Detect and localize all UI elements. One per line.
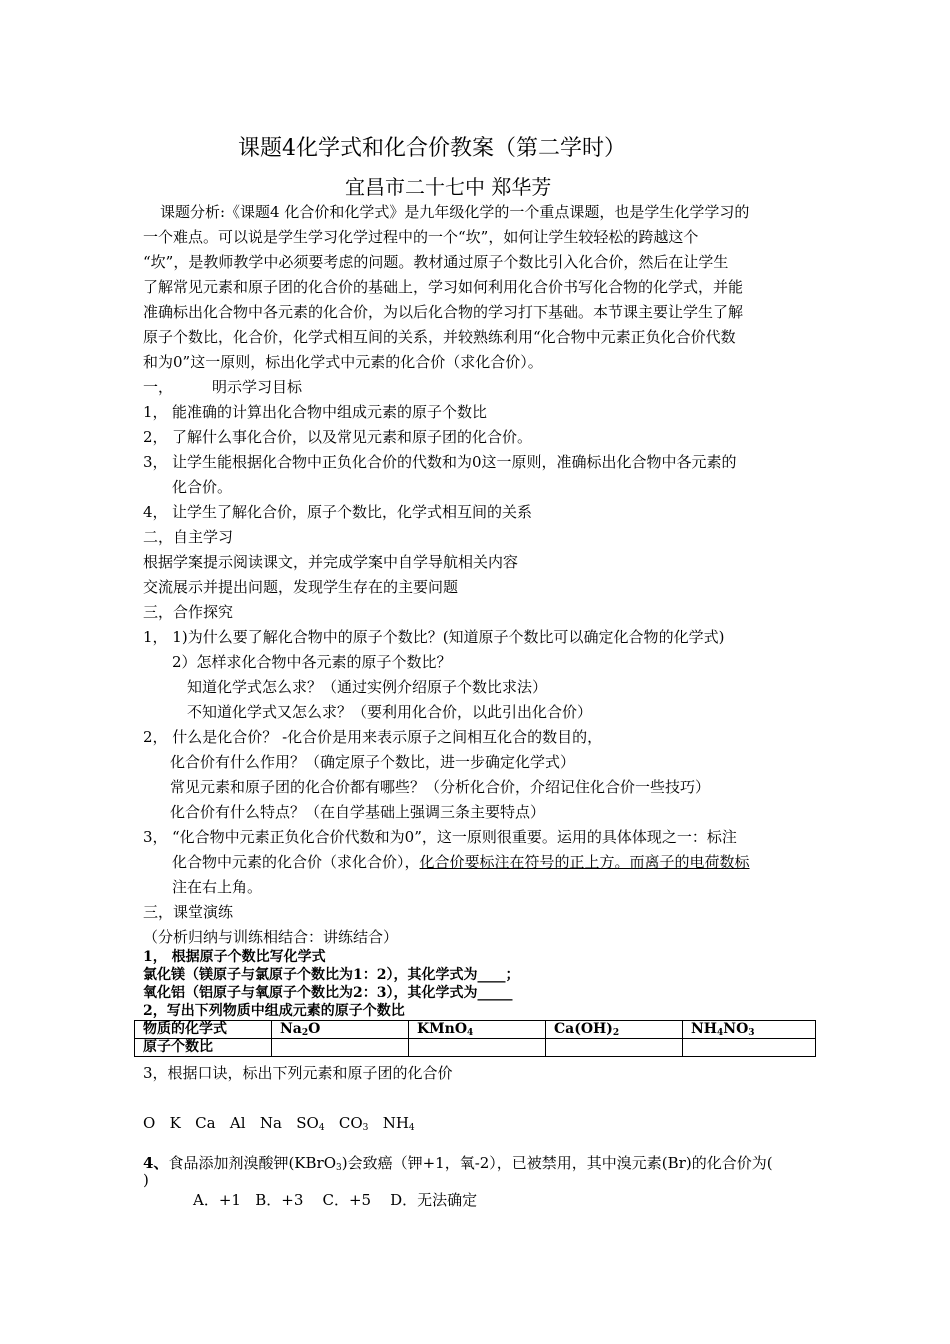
body-line: （分析归纳与训练相结合：讲练结合） [143,928,399,946]
page-title: 课题4化学式和化合价教案（第二学时） [238,136,626,161]
item-number: 3， [143,828,168,846]
table-cell-answer[interactable] [272,1039,409,1057]
symbol-item: K [169,1114,181,1132]
table-header-cell: 物质的化学式 [135,1021,272,1039]
goal-number: 1， [143,403,168,421]
goal-text: 化合价。 [172,478,233,496]
section-number: 一， [143,378,174,396]
option-d[interactable]: D．无法确定 [390,1191,478,1209]
symbol-item: Ca [195,1114,216,1132]
symbol-list [143,1113,415,1133]
option-a[interactable]: A．+1 [193,1191,241,1209]
analysis-line: 课题分析:《课题4 化合价和化学式》是九年级化学的一个重点课题，也是学生化学学习的 [160,203,750,221]
table-cell-answer[interactable] [546,1039,683,1057]
option-c[interactable]: C．+5 [322,1191,372,1209]
analysis-line: 原子个数比，化合价，化学式相互间的关系，并较熟练利用“化合物中元素正负化合价代数 [143,328,736,346]
table-cell-answer[interactable] [683,1039,816,1057]
body-line: 常见元素和原子团的化合价都有哪些？（分析化合价，介绍记住化合价一些技巧） [170,778,711,796]
goal-number: 4， [143,503,168,521]
table-row [135,1039,816,1057]
author-line: 宜昌市二十七中 郑华芳 [345,175,552,199]
body-line: 1， 1)为什么要了解化合物中的原子个数比？(知道原子个数比可以确定化合物的化学式) [143,628,725,646]
body-line: 化合价有什么作用？（确定原子个数比，进一步确定化学式） [170,753,576,771]
body-line: “化合物中元素正负化合价代数和为0”，这一原则很重要。运用的具体体现之一：标注 [172,828,737,846]
analysis-line: 和为0”这一原则，标出化学式中元素的化合价（求化合价）。 [143,353,543,371]
question-heading: 1， 根据原子个数比写化学式 [143,949,326,965]
table-cell-formula: KMnO$_4$ [409,1021,546,1039]
symbol-item: $NH_4$ [382,1114,415,1133]
underlined-text: 化合价要标注在符号的正上方。而离子的电荷数标 [419,853,750,871]
option-b[interactable]: B．+3 [255,1191,304,1209]
section-heading: 明示学习目标 [212,378,303,396]
table-cell-formula: $NH_4NO_3$ [683,1021,816,1039]
symbol-item: $CO_3$ [338,1114,369,1133]
section-heading: 三，课堂演练 [143,903,234,921]
table-row [135,1021,816,1039]
section-heading: 三，合作探究 [143,603,234,621]
table-cell-answer[interactable] [409,1039,546,1057]
goal-number: 3， [143,453,168,471]
section-heading: 二，自主学习 [143,528,234,546]
symbol-item: Na [259,1114,282,1132]
analysis-line: 准确标出化合物中各元素的化合价，为以后化合物的学习打下基础。本节课主要让学生了解 [143,303,744,321]
body-line: 交流展示并提出问题，发现学生存在的主要问题 [143,578,459,596]
goal-number: 2， [143,428,168,446]
body-line: 不知道化学式又怎么求？（要利用化合价，以此引出化合价） [187,703,593,721]
question-line: ) [143,1171,149,1189]
body-line: 2， 什么是化合价？ -化合价是用来表示原子之间相互化合的数目的， [143,728,603,746]
table-cell-formula: $Ca(OH)_2$ [546,1021,683,1039]
symbol-item: Al [229,1114,246,1132]
symbol-item: O [143,1114,156,1132]
symbol-item: $SO_4$ [296,1114,325,1133]
body-line: 根据学案提示阅读课文，并完成学案中自学导航相关内容 [143,553,519,571]
question-line: 4、食品添加剂溴酸钾(KBrO$_3$)会致癌（钾+1，氧-2），已被禁用，其中溴元素(Br)的化合价为( [143,1154,773,1173]
analysis-line: 一个难点。可以说是学生学习化学过程中的一个“坎”，如何让学生较轻松的跨越这个 [143,228,699,246]
question-line: 氧化铝（铝原子与氧原子个数比为2：3），其化学式为_____ [143,985,513,1001]
table-cell-formula: $Na_2O$ [272,1021,409,1039]
body-line: 知道化学式怎么求？（通过实例介绍原子个数比求法） [187,678,548,696]
atom-ratio-table [134,1020,816,1057]
analysis-line: “坎”，是教师教学中必须要考虑的问题。教材通过原子个数比引入化合价，然后在让学生 [143,253,729,271]
question-line: 氯化镁（镁原子与氯原子个数比为1：2），其化学式为____； [143,967,520,983]
question-heading: 2，写出下列物质中组成元素的原子个数比 [143,1003,405,1019]
goal-text: 了解什么事化合价，以及常见元素和原子团的化合价。 [172,428,533,446]
analysis-line: 了解常见元素和原子团的化合价的基础上，学习如何利用化合价书写化合物的化学式，并能 [143,278,744,296]
table-header-cell: 原子个数比 [135,1039,272,1057]
goal-text: 让学生能根据化合物中正负化合价的代数和为0这一原则，准确标出化合物中各元素的 [172,453,737,471]
goal-text: 能准确的计算出化合物中组成元素的原子个数比 [172,403,488,421]
question-heading: 3，根据口诀，标出下列元素和原子团的化合价 [143,1064,453,1082]
body-text: 化合物中元素的化合价（求化合价）， [172,853,420,871]
question-number: 4、 [143,1154,169,1172]
goal-text: 让学生了解化合价，原子个数比，化学式相互间的关系 [172,503,533,521]
body-line: 注在右上角。 [172,878,263,896]
body-line [172,852,750,872]
answer-options [193,1190,477,1210]
body-line: 化合价有什么特点？（在自学基础上强调三条主要特点） [170,803,546,821]
body-line: 2）怎样求化合物中各元素的原子个数比？ [172,653,452,671]
